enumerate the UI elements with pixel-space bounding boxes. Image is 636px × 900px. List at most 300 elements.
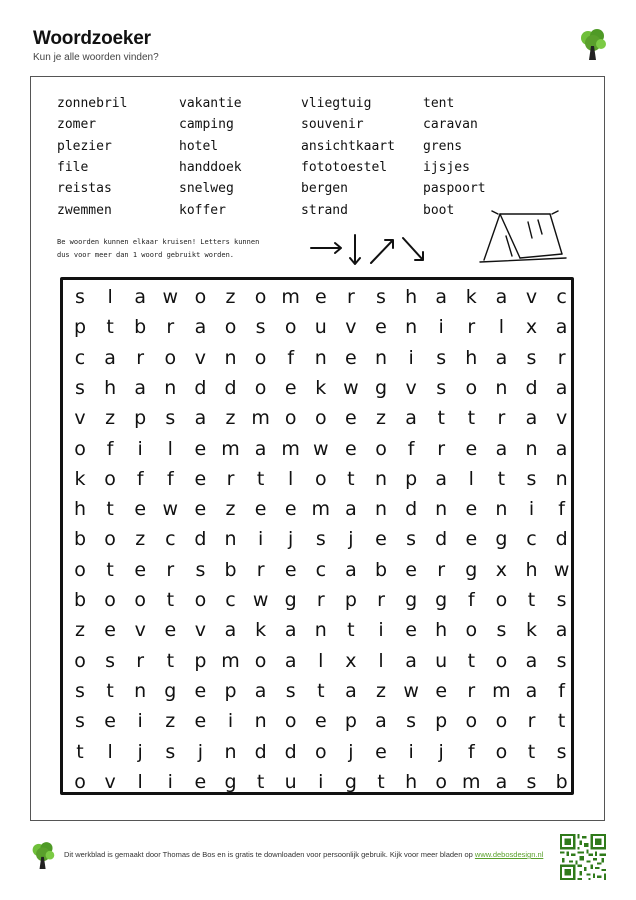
grid-letter[interactable]: z bbox=[225, 407, 236, 430]
grid-letter[interactable]: e bbox=[465, 437, 478, 460]
grid-letter[interactable]: a bbox=[555, 619, 568, 642]
grid-letter[interactable]: a bbox=[555, 437, 568, 460]
grid-letter[interactable]: n bbox=[435, 498, 448, 521]
grid-letter[interactable]: e bbox=[465, 528, 478, 551]
grid-letter[interactable]: j bbox=[348, 740, 354, 763]
grid-letter[interactable]: o bbox=[74, 558, 86, 581]
grid-letter[interactable]: n bbox=[374, 346, 388, 369]
grid-letter[interactable]: n bbox=[495, 498, 508, 521]
grid-letter[interactable]: t bbox=[166, 649, 175, 672]
grid-letter[interactable]: e bbox=[375, 740, 387, 763]
grid-letter[interactable]: w bbox=[553, 558, 570, 581]
grid-letter[interactable]: k bbox=[465, 286, 477, 308]
grid-letter[interactable]: a bbox=[194, 407, 207, 430]
grid-letter[interactable]: e bbox=[345, 437, 357, 460]
grid-letter[interactable]: d bbox=[224, 376, 237, 399]
grid-letter[interactable]: s bbox=[315, 528, 326, 551]
grid-letter[interactable]: a bbox=[284, 619, 297, 642]
grid-letter[interactable]: t bbox=[347, 467, 355, 490]
grid-letter[interactable]: n bbox=[495, 376, 508, 399]
grid-letter[interactable]: n bbox=[405, 316, 418, 339]
grid-letter[interactable]: o bbox=[284, 316, 297, 339]
grid-letter[interactable]: l bbox=[288, 467, 294, 490]
grid-letter[interactable]: l bbox=[378, 649, 384, 672]
grid-letter[interactable]: s bbox=[75, 679, 85, 702]
grid-letter[interactable]: a bbox=[345, 498, 357, 521]
grid-letter[interactable]: r bbox=[437, 558, 446, 581]
grid-letter[interactable]: a bbox=[254, 679, 267, 702]
grid-letter[interactable]: v bbox=[134, 619, 146, 642]
grid-letter[interactable]: f bbox=[166, 467, 174, 490]
grid-letter[interactable]: e bbox=[465, 498, 478, 521]
grid-letter[interactable]: v bbox=[525, 286, 538, 308]
grid-letter[interactable]: o bbox=[495, 589, 508, 611]
grid-letter[interactable]: l bbox=[107, 740, 113, 763]
word-item: koffer bbox=[179, 202, 226, 218]
grid-letter[interactable]: a bbox=[194, 316, 207, 339]
grid-letter[interactable]: r bbox=[497, 407, 506, 430]
grid-letter[interactable]: a bbox=[495, 437, 508, 460]
grid-letter[interactable]: o bbox=[164, 346, 177, 369]
grid-letter[interactable]: h bbox=[465, 346, 478, 369]
grid-letter[interactable]: a bbox=[104, 346, 116, 369]
grid-letter[interactable]: t bbox=[467, 407, 476, 430]
grid-letter[interactable]: o bbox=[74, 437, 86, 460]
grid-letter[interactable]: p bbox=[134, 407, 147, 430]
grid-letter[interactable]: e bbox=[284, 498, 297, 521]
grid-letter[interactable]: t bbox=[166, 589, 175, 611]
grid-letter[interactable]: u bbox=[314, 316, 327, 339]
grid-letter[interactable]: k bbox=[315, 376, 327, 399]
grid-letter[interactable]: n bbox=[254, 710, 267, 733]
grid-letter[interactable]: s bbox=[165, 740, 176, 763]
grid-letter[interactable]: p bbox=[344, 589, 357, 611]
grid-letter[interactable]: b bbox=[374, 558, 388, 581]
grid-letter[interactable]: n bbox=[224, 740, 237, 763]
grid-letter[interactable]: i bbox=[318, 770, 324, 793]
grid-letter[interactable]: l bbox=[468, 467, 474, 490]
grid-letter[interactable]: s bbox=[556, 649, 567, 672]
grid-letter[interactable]: a bbox=[375, 710, 387, 733]
grid-letter[interactable]: r bbox=[346, 286, 355, 308]
grid-letter[interactable]: r bbox=[136, 649, 145, 672]
grid-letter[interactable]: b bbox=[224, 558, 237, 581]
grid-letter[interactable]: d bbox=[194, 528, 207, 551]
grid-letter[interactable]: o bbox=[465, 619, 478, 642]
grid-letter[interactable]: s bbox=[526, 467, 537, 490]
grid-letter[interactable]: o bbox=[254, 649, 267, 672]
grid-letter[interactable]: i bbox=[528, 498, 535, 521]
grid-letter[interactable]: e bbox=[194, 770, 207, 793]
grid-letter[interactable]: e bbox=[134, 498, 147, 521]
grid-letter[interactable]: s bbox=[556, 740, 567, 763]
grid-letter[interactable]: d bbox=[555, 528, 568, 551]
grid-letter[interactable]: r bbox=[437, 437, 446, 460]
grid-letter[interactable]: f bbox=[136, 467, 144, 490]
grid-letter[interactable]: o bbox=[104, 528, 116, 551]
grid-letter[interactable]: x bbox=[345, 649, 357, 672]
grid-letter[interactable]: l bbox=[318, 649, 324, 672]
grid-letter[interactable]: s bbox=[526, 346, 537, 369]
grid-letter[interactable]: o bbox=[314, 740, 327, 763]
grid-letter[interactable]: g bbox=[284, 589, 297, 611]
grid-letter[interactable]: z bbox=[135, 528, 146, 551]
grid-letter[interactable]: m bbox=[221, 649, 240, 672]
grid-letter[interactable]: p bbox=[194, 649, 207, 672]
grid-letter[interactable]: t bbox=[256, 770, 265, 793]
grid-letter[interactable]: e bbox=[164, 619, 177, 642]
grid-letter[interactable]: s bbox=[195, 558, 206, 581]
grid-letter[interactable]: p bbox=[344, 710, 357, 733]
grid-letter[interactable]: s bbox=[496, 619, 507, 642]
grid-letter[interactable]: i bbox=[137, 710, 143, 733]
grid-letter[interactable]: b bbox=[73, 528, 87, 551]
grid-letter[interactable]: s bbox=[406, 710, 417, 733]
grid-letter[interactable]: o bbox=[194, 589, 207, 611]
grid-letter[interactable]: l bbox=[167, 437, 173, 460]
grid-letter[interactable]: i bbox=[378, 619, 384, 642]
grid-letter[interactable]: s bbox=[75, 286, 85, 308]
grid-letter[interactable]: w bbox=[162, 498, 179, 521]
grid-letter[interactable]: g bbox=[224, 770, 237, 793]
grid-letter[interactable]: m bbox=[221, 437, 240, 460]
grid-letter[interactable]: w bbox=[162, 286, 179, 308]
grid-letter[interactable]: s bbox=[436, 346, 447, 369]
grid-letter[interactable]: o bbox=[254, 286, 267, 308]
grid-letter[interactable]: g bbox=[435, 589, 448, 611]
grid-letter[interactable]: a bbox=[254, 437, 267, 460]
grid-letter[interactable]: l bbox=[137, 770, 143, 793]
grid-letter[interactable]: e bbox=[194, 467, 207, 490]
grid-letter[interactable]: e bbox=[314, 286, 327, 308]
grid-letter[interactable]: g bbox=[495, 528, 508, 551]
grid-letter[interactable]: p bbox=[73, 316, 87, 339]
grid-letter[interactable]: e bbox=[375, 316, 387, 339]
grid-letter[interactable]: n bbox=[224, 346, 237, 369]
grid-letter[interactable]: l bbox=[498, 316, 505, 339]
grid-letter[interactable]: i bbox=[167, 770, 173, 793]
grid-letter[interactable]: a bbox=[345, 679, 357, 702]
grid-letter[interactable]: i bbox=[257, 528, 264, 551]
grid-letter[interactable]: h bbox=[104, 376, 117, 399]
grid-letter[interactable]: g bbox=[374, 376, 388, 399]
grid-letter[interactable]: s bbox=[406, 528, 417, 551]
grid-letter[interactable]: a bbox=[435, 467, 448, 490]
grid-letter[interactable]: o bbox=[314, 407, 327, 430]
grid-letter[interactable]: w bbox=[252, 589, 269, 611]
grid-letter[interactable]: n bbox=[134, 679, 147, 702]
grid-letter[interactable]: a bbox=[495, 286, 508, 308]
grid-letter[interactable]: n bbox=[164, 376, 177, 399]
grid-letter[interactable]: t bbox=[347, 619, 355, 642]
grid-letter[interactable]: o bbox=[495, 710, 508, 733]
grid-letter[interactable]: o bbox=[254, 376, 267, 399]
grid-letter[interactable]: r bbox=[166, 558, 175, 581]
word-item: zwemmen bbox=[57, 202, 112, 218]
grid-letter[interactable]: d bbox=[194, 376, 207, 399]
grid-letter[interactable]: c bbox=[74, 346, 86, 369]
grid-letter[interactable]: g bbox=[164, 679, 177, 702]
qr-code-icon[interactable] bbox=[560, 834, 606, 880]
grid-letter[interactable]: f bbox=[407, 437, 415, 460]
grid-letter[interactable]: i bbox=[408, 740, 414, 763]
grid-letter[interactable]: o bbox=[254, 346, 267, 369]
grid-letter[interactable]: t bbox=[467, 649, 476, 672]
footer-link[interactable]: www.debosdesign.nl bbox=[474, 850, 544, 859]
grid-letter[interactable]: c bbox=[315, 558, 327, 581]
word-item: snelweg bbox=[179, 181, 234, 197]
grid-letter[interactable]: o bbox=[74, 770, 86, 793]
grid-letter[interactable]: f bbox=[558, 679, 565, 702]
grid-letter[interactable]: e bbox=[134, 558, 147, 581]
grid-letter[interactable]: f bbox=[558, 498, 565, 521]
grid-letter[interactable]: k bbox=[525, 619, 537, 642]
grid-letter[interactable]: o bbox=[224, 316, 237, 339]
grid-letter[interactable]: d bbox=[435, 528, 448, 551]
grid-letter[interactable]: a bbox=[345, 558, 357, 581]
grid-letter[interactable]: z bbox=[225, 286, 236, 308]
grid-letter[interactable]: u bbox=[435, 649, 448, 672]
grid-letter[interactable]: o bbox=[435, 770, 447, 793]
grid-letter[interactable]: v bbox=[345, 316, 357, 339]
grid-letter[interactable]: r bbox=[377, 589, 385, 611]
grid-letter[interactable]: z bbox=[376, 679, 386, 702]
grid-letter[interactable]: o bbox=[134, 589, 146, 611]
grid-letter[interactable]: b bbox=[555, 770, 568, 793]
grid-letter[interactable]: j bbox=[288, 528, 294, 551]
grid-letter[interactable]: h bbox=[73, 498, 87, 521]
grid-letter[interactable]: v bbox=[555, 407, 568, 430]
grid-letter[interactable]: a bbox=[525, 679, 538, 702]
grid-letter[interactable]: i bbox=[137, 437, 143, 460]
grid-letter[interactable]: o bbox=[465, 376, 478, 399]
grid-letter[interactable]: a bbox=[555, 376, 568, 399]
grid-letter[interactable]: e bbox=[254, 498, 267, 521]
grid-letter[interactable]: e bbox=[345, 407, 357, 430]
grid-letter[interactable]: w bbox=[403, 679, 419, 702]
grid-letter[interactable]: o bbox=[284, 407, 297, 430]
page-title: Woordzoeker bbox=[33, 28, 151, 49]
grid-letter[interactable]: o bbox=[74, 649, 86, 672]
grid-letter[interactable]: v bbox=[405, 376, 417, 399]
grid-letter[interactable]: e bbox=[284, 558, 297, 581]
grid-letter[interactable]: m bbox=[281, 437, 300, 460]
grid-letter[interactable]: l bbox=[107, 286, 113, 308]
grid-letter[interactable]: o bbox=[194, 286, 207, 308]
grid-letter[interactable]: a bbox=[405, 649, 417, 672]
grid-letter[interactable]: g bbox=[344, 770, 357, 793]
grid-letter[interactable]: a bbox=[405, 407, 417, 430]
grid-letter[interactable]: w bbox=[313, 437, 329, 460]
grid-letter[interactable]: s bbox=[75, 710, 85, 733]
grid-letter[interactable]: j bbox=[197, 740, 204, 763]
grid-letter[interactable]: c bbox=[225, 589, 236, 611]
grid-letter[interactable]: g bbox=[465, 558, 478, 581]
grid-letter[interactable]: m bbox=[251, 407, 270, 430]
grid-letter[interactable]: a bbox=[495, 770, 508, 793]
grid-letter[interactable]: d bbox=[405, 498, 418, 521]
grid-letter[interactable]: n bbox=[374, 467, 388, 490]
grid-letter[interactable]: e bbox=[284, 376, 297, 399]
grid-letter[interactable]: o bbox=[104, 467, 116, 490]
grid-letter[interactable]: f bbox=[467, 589, 475, 611]
grid-letter[interactable]: r bbox=[467, 679, 476, 702]
grid-letter[interactable]: o bbox=[465, 710, 478, 733]
grid-letter[interactable]: h bbox=[435, 619, 448, 642]
grid-letter[interactable]: t bbox=[76, 740, 84, 763]
grid-letter[interactable]: t bbox=[317, 679, 325, 702]
grid-letter[interactable]: n bbox=[525, 437, 538, 460]
grid-letter[interactable]: m bbox=[281, 286, 300, 308]
grid-letter[interactable]: o bbox=[495, 649, 508, 672]
grid-letter[interactable]: e bbox=[405, 619, 417, 642]
grid-letter[interactable]: h bbox=[525, 558, 538, 581]
grid-letter[interactable]: t bbox=[527, 589, 536, 611]
grid-letter[interactable]: t bbox=[106, 679, 114, 702]
grid-letter[interactable]: z bbox=[105, 407, 116, 430]
grid-letter[interactable]: j bbox=[438, 740, 444, 763]
grid-letter[interactable]: t bbox=[377, 770, 385, 793]
grid-letter[interactable]: f bbox=[467, 740, 475, 763]
grid-letter[interactable]: z bbox=[376, 407, 386, 430]
grid-letter[interactable]: o bbox=[375, 437, 387, 460]
grid-letter[interactable]: a bbox=[134, 286, 147, 308]
grid-letter[interactable]: i bbox=[438, 316, 444, 339]
grid-letter[interactable]: r bbox=[557, 346, 566, 369]
grid-letter[interactable]: h bbox=[405, 770, 418, 793]
grid-letter[interactable]: c bbox=[556, 286, 567, 308]
grid-letter[interactable]: a bbox=[134, 376, 147, 399]
grid-letter[interactable]: s bbox=[105, 649, 116, 672]
grid-letter[interactable]: e bbox=[435, 679, 448, 702]
grid-letter[interactable]: r bbox=[226, 467, 235, 490]
grid-letter[interactable]: n bbox=[555, 467, 568, 490]
grid-letter[interactable]: r bbox=[166, 316, 175, 339]
grid-letter[interactable]: i bbox=[408, 346, 414, 369]
grid-letter[interactable]: e bbox=[104, 710, 116, 733]
grid-letter[interactable]: n bbox=[224, 528, 237, 551]
grid-letter[interactable]: e bbox=[345, 346, 357, 369]
grid-letter[interactable]: o bbox=[104, 589, 116, 611]
grid-letter[interactable]: e bbox=[314, 710, 327, 733]
grid-letter[interactable]: d bbox=[525, 376, 538, 399]
grid-letter[interactable]: x bbox=[525, 316, 538, 339]
grid-letter[interactable]: a bbox=[525, 649, 538, 672]
grid-letter[interactable]: r bbox=[136, 346, 145, 369]
grid-letter[interactable]: t bbox=[106, 316, 114, 339]
grid-letter[interactable]: s bbox=[285, 679, 296, 702]
grid-letter[interactable]: e bbox=[405, 558, 417, 581]
word-item: vakantie bbox=[179, 96, 242, 111]
word-item: strand bbox=[301, 202, 348, 218]
grid-letter[interactable]: f bbox=[287, 346, 295, 369]
grid-letter[interactable]: v bbox=[194, 619, 207, 642]
grid-letter[interactable]: t bbox=[106, 558, 114, 581]
grid-letter[interactable]: o bbox=[284, 710, 297, 733]
grid-letter[interactable]: r bbox=[467, 316, 476, 339]
grid-letter[interactable]: d bbox=[284, 740, 297, 763]
grid-letter[interactable]: s bbox=[255, 316, 266, 339]
grid-letter[interactable]: k bbox=[255, 619, 267, 642]
grid-letter[interactable]: s bbox=[165, 407, 176, 430]
grid-letter[interactable]: c bbox=[165, 528, 176, 551]
grid-letter[interactable]: m bbox=[462, 770, 481, 793]
grid-letter[interactable]: r bbox=[256, 558, 265, 581]
grid-letter[interactable]: i bbox=[227, 710, 234, 733]
grid-letter[interactable]: n bbox=[314, 619, 327, 642]
grid-letter[interactable]: s bbox=[436, 376, 447, 399]
grid-letter[interactable]: a bbox=[435, 286, 448, 308]
grid-letter[interactable]: s bbox=[376, 286, 386, 308]
grid-letter[interactable]: f bbox=[106, 437, 114, 460]
grid-letter[interactable]: s bbox=[75, 376, 85, 399]
grid-letter[interactable]: z bbox=[225, 498, 236, 521]
grid-letter[interactable]: t bbox=[557, 710, 566, 733]
grid-letter[interactable]: v bbox=[194, 346, 207, 369]
grid-letter[interactable]: r bbox=[316, 589, 325, 611]
grid-letter[interactable]: h bbox=[405, 286, 418, 308]
grid-letter[interactable]: t bbox=[527, 740, 536, 763]
grid-letter[interactable]: n bbox=[374, 498, 388, 521]
grid-letter[interactable]: e bbox=[194, 710, 207, 733]
grid-letter[interactable]: s bbox=[526, 770, 537, 793]
grid-letter[interactable]: e bbox=[194, 437, 207, 460]
grid-letter[interactable]: e bbox=[375, 528, 387, 551]
grid-letter[interactable]: t bbox=[106, 498, 114, 521]
grid-letter[interactable]: a bbox=[555, 316, 568, 339]
grid-letter[interactable]: a bbox=[224, 619, 237, 642]
grid-letter[interactable]: k bbox=[74, 467, 86, 490]
grid-letter[interactable]: r bbox=[527, 710, 536, 733]
grid-letter[interactable]: v bbox=[74, 407, 86, 430]
grid-letter[interactable]: m bbox=[492, 679, 511, 702]
grid-letter[interactable]: x bbox=[495, 558, 508, 581]
word-item: caravan bbox=[423, 117, 478, 133]
grid-letter[interactable]: a bbox=[495, 346, 508, 369]
grid-letter[interactable]: z bbox=[165, 710, 176, 733]
grid-letter[interactable]: e bbox=[194, 679, 207, 702]
grid-letter[interactable]: v bbox=[104, 770, 116, 793]
grid-letter[interactable]: w bbox=[343, 376, 359, 399]
grid-letter[interactable]: t bbox=[256, 467, 265, 490]
grid-letter[interactable]: z bbox=[75, 619, 85, 642]
word-item: file bbox=[57, 159, 89, 175]
grid-letter[interactable]: b bbox=[73, 589, 87, 611]
grid-letter[interactable]: u bbox=[284, 770, 297, 793]
grid-letter[interactable]: t bbox=[497, 467, 506, 490]
grid-letter[interactable]: j bbox=[137, 740, 143, 763]
grid-letter[interactable]: o bbox=[314, 467, 327, 490]
word-item: zonnebril bbox=[57, 96, 128, 111]
grid-letter[interactable]: o bbox=[495, 740, 508, 763]
grid-letter[interactable]: a bbox=[284, 649, 297, 672]
grid-letter[interactable]: s bbox=[556, 589, 567, 611]
grid-letter[interactable]: g bbox=[405, 589, 418, 611]
grid-letter[interactable]: p bbox=[405, 467, 418, 490]
grid-letter[interactable]: e bbox=[104, 619, 116, 642]
grid-letter[interactable]: m bbox=[311, 498, 331, 521]
grid-letter[interactable]: d bbox=[254, 740, 267, 763]
grid-letter[interactable]: e bbox=[194, 498, 207, 521]
grid-letter[interactable]: p bbox=[435, 710, 448, 733]
grid-letter[interactable]: c bbox=[526, 528, 537, 551]
grid-letter[interactable]: p bbox=[224, 679, 237, 702]
grid-letter[interactable]: j bbox=[348, 528, 354, 551]
grid-letter[interactable]: t bbox=[437, 407, 445, 430]
grid-letter[interactable]: b bbox=[134, 316, 147, 339]
grid-letter[interactable]: n bbox=[314, 346, 327, 369]
grid-letter[interactable]: a bbox=[525, 407, 538, 430]
